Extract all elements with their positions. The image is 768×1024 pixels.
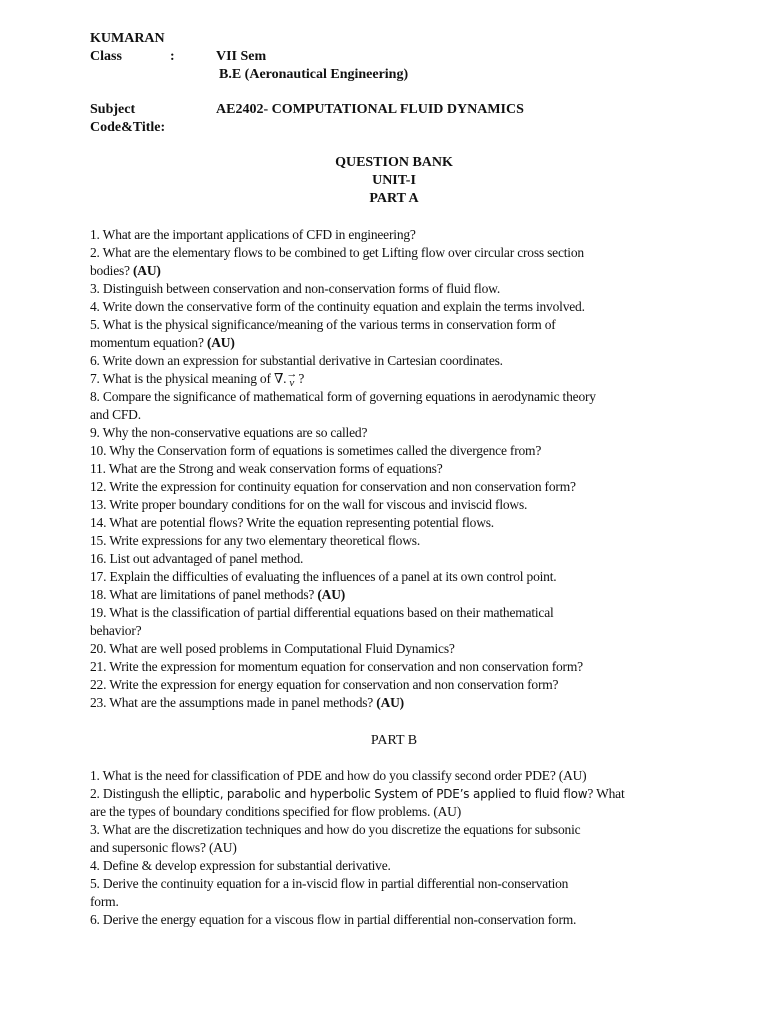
question-text: ?	[298, 371, 305, 386]
question-line	[90, 785, 690, 803]
question-line	[90, 244, 690, 262]
part-a-heading: PART A	[369, 191, 419, 206]
part-a-question	[90, 478, 690, 496]
part-a-question	[90, 694, 690, 712]
part-a-question	[90, 550, 690, 568]
part-a-question	[90, 460, 690, 478]
question-text: 6. Derive the energy equation for a viscous flow in partial differential non-conservation form.	[90, 912, 577, 927]
unit-title: UNIT-I	[372, 173, 416, 188]
part-a-question-list	[90, 226, 690, 712]
code-title-label: Code&Title:	[90, 120, 166, 135]
question-line	[90, 550, 690, 568]
question-text: 12. Write the expression for continuity equation for conservation and non conservation form?	[90, 479, 576, 494]
part-a-question	[90, 226, 690, 244]
au-marker: (AU)	[317, 587, 346, 602]
question-line	[90, 803, 690, 821]
question-text: 18. What are limitations of panel methods?	[90, 587, 318, 602]
question-line	[90, 442, 690, 460]
vector-v-symbol	[286, 368, 298, 389]
question-line	[90, 334, 690, 352]
part-a-question	[90, 424, 690, 442]
part-a-question	[90, 388, 690, 424]
part-a-question	[90, 604, 690, 640]
question-text: ? What	[587, 786, 625, 801]
question-text: 1. What are the important applications of CFD in engineering?	[90, 227, 416, 242]
class-value: VII Sem	[216, 49, 267, 64]
question-line	[90, 478, 690, 496]
question-text: 14. What are potential flows? Write the equation representing potential flows.	[90, 515, 494, 530]
part-a-question	[90, 244, 690, 280]
question-text: 3. Distinguish between conservation and non-conservation forms of fluid flow.	[90, 281, 501, 296]
question-line	[90, 370, 690, 388]
question-line	[90, 532, 690, 550]
question-text: and CFD.	[90, 407, 141, 422]
part-a-question	[90, 496, 690, 514]
question-line	[90, 280, 690, 298]
question-text: 3. What are the discretization techniques and how do you discretize the equations for subsonic	[90, 822, 581, 837]
question-line	[90, 298, 690, 316]
question-text: 1. What is the need for classification of PDE and how do you classify second order PDE? (AU)	[90, 768, 587, 783]
question-line	[90, 893, 690, 911]
class-label: Class	[90, 49, 122, 64]
part-a-question	[90, 442, 690, 460]
question-line	[90, 586, 690, 604]
question-line	[90, 496, 690, 514]
part-b-question	[90, 785, 690, 821]
question-line	[90, 694, 690, 712]
vector-arrow-icon: →	[286, 368, 298, 380]
part-a-question	[90, 586, 690, 604]
question-text: form.	[90, 894, 119, 909]
question-line	[90, 622, 690, 640]
part-a-question	[90, 640, 690, 658]
question-text: bodies?	[90, 263, 134, 278]
question-line	[90, 911, 690, 929]
question-text: 9. Why the non-conservative equations are so called?	[90, 425, 368, 440]
question-line	[90, 658, 690, 676]
question-line	[90, 767, 690, 785]
subject-label: Subject	[90, 102, 136, 117]
question-text: 22. Write the expression for energy equation for conservation and non conservation form?	[90, 677, 559, 692]
au-marker: (AU)	[206, 335, 235, 350]
part-a-question	[90, 370, 690, 388]
question-text: 4. Write down the conservative form of the continuity equation and explain the terms involved.	[90, 299, 585, 314]
class-colon: :	[170, 49, 175, 64]
question-text: 17. Explain the difficulties of evaluating the influences of a panel at its own control point.	[90, 569, 557, 584]
vector-v-letter: v	[289, 377, 295, 389]
question-line	[90, 514, 690, 532]
question-text: 15. Write expressions for any two elementary theoretical flows.	[90, 533, 421, 548]
question-line	[90, 316, 690, 334]
part-b-question	[90, 875, 690, 911]
question-text: behavior?	[90, 623, 142, 638]
part-a-question	[90, 676, 690, 694]
question-line	[90, 821, 690, 839]
question-line	[90, 839, 690, 857]
part-b-question	[90, 821, 690, 857]
question-text: 19. What is the classification of partial differential equations based on their mathematical	[90, 605, 554, 620]
part-b-question	[90, 911, 690, 929]
question-text: 23. What are the assumptions made in panel methods?	[90, 695, 377, 710]
question-text: are the types of boundary conditions specified for flow problems. (AU)	[90, 804, 462, 819]
question-line	[90, 857, 690, 875]
question-line	[90, 226, 690, 244]
question-text: 2. What are the elementary flows to be combined to get Lifting flow over circular cross section	[90, 245, 584, 260]
question-text: 8. Compare the significance of mathematical form of governing equations in aerodynamic theory	[90, 389, 596, 404]
question-line	[90, 875, 690, 893]
part-a-question	[90, 658, 690, 676]
question-text: momentum equation?	[90, 335, 207, 350]
question-line	[90, 406, 690, 424]
part-b-question	[90, 767, 690, 785]
au-marker: (AU)	[376, 695, 404, 710]
part-a-question	[90, 532, 690, 550]
part-b-heading: PART B	[370, 733, 418, 748]
part-a-question	[90, 280, 690, 298]
question-text: 10. Why the Conservation form of equations is sometimes called the divergence from?	[90, 443, 542, 458]
question-text: 20. What are well posed problems in Computational Fluid Dynamics?	[90, 641, 455, 656]
part-a-question	[90, 514, 690, 532]
part-a-question	[90, 298, 690, 316]
part-a-question	[90, 352, 690, 370]
question-text: 11. What are the Strong and weak conservation forms of equations?	[90, 461, 443, 476]
question-line	[90, 424, 690, 442]
question-text-fragment: elliptic, parabolic and hyperbolic System of PDE’s applied to fluid flow	[181, 787, 588, 801]
question-text: 16. List out advantaged of panel method.	[90, 551, 304, 566]
question-line	[90, 568, 690, 586]
part-b-question	[90, 857, 690, 875]
institution-name: KUMARAN	[90, 31, 165, 46]
question-text: 2. Distingush the	[90, 786, 182, 801]
question-line	[90, 388, 690, 406]
subject-title: AE2402- COMPUTATIONAL FLUID DYNAMICS	[216, 102, 524, 117]
question-text: 13. Write proper boundary conditions for on the wall for viscous and inviscid flows.	[90, 497, 528, 512]
question-line	[90, 640, 690, 658]
question-text: and supersonic flows? (AU)	[90, 840, 237, 855]
question-line	[90, 262, 690, 280]
question-bank-title: QUESTION BANK	[335, 155, 453, 170]
part-a-question	[90, 316, 690, 352]
part-b-question-list	[90, 767, 690, 929]
question-text: 5. What is the physical significance/meaning of the various terms in conservation form of	[90, 317, 556, 332]
question-text: 6. Write down an expression for substantial derivative in Cartesian coordinates.	[90, 353, 503, 368]
au-marker: (AU)	[133, 263, 161, 278]
question-line	[90, 676, 690, 694]
question-line	[90, 604, 690, 622]
question-line	[90, 352, 690, 370]
programme-name: B.E (Aeronautical Engineering)	[219, 67, 409, 82]
question-line	[90, 460, 690, 478]
part-a-question	[90, 568, 690, 586]
question-text: 4. Define & develop expression for substantial derivative.	[90, 858, 391, 873]
question-text: 21. Write the expression for momentum equation for conservation and non conservation form?	[90, 659, 583, 674]
question-text: 7. What is the physical meaning of ∇.	[90, 371, 287, 386]
question-text: 5. Derive the continuity equation for a in-viscid flow in partial differential non-conservation	[90, 876, 569, 891]
